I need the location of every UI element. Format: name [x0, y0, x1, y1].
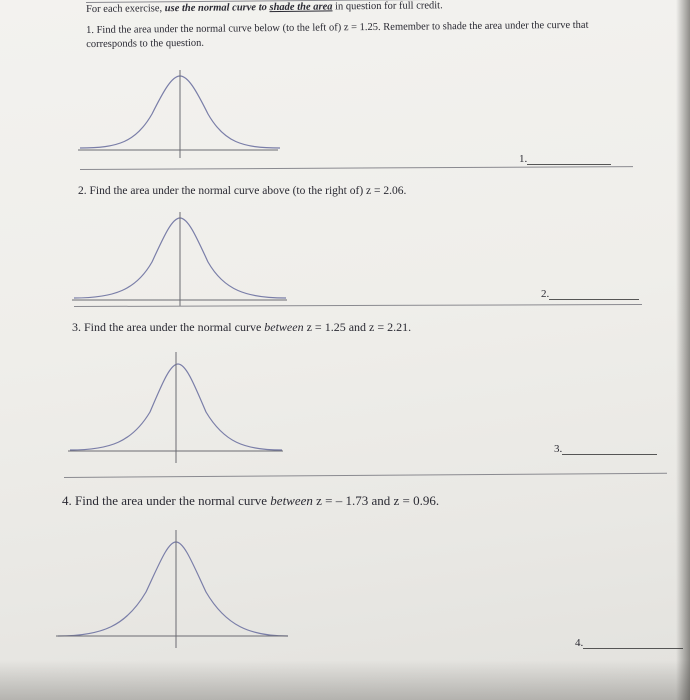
- question-4-suffix: z = – 1.73 and z = 0.96.: [312, 493, 440, 508]
- answer-1: [519, 153, 611, 165]
- answer-3-blank[interactable]: [562, 454, 657, 455]
- instructions-emphasis: use the normal curve to: [164, 2, 270, 15]
- answer-2-blank[interactable]: [549, 299, 639, 300]
- bell-curve-4: [58, 542, 288, 636]
- question-3-emphasis: between: [264, 320, 304, 334]
- divider-3: [64, 473, 667, 478]
- answer-3-label: 3.: [554, 443, 563, 455]
- question-3-text: [72, 320, 411, 335]
- question-3-suffix: z = 1.25 and z = 2.21.: [303, 320, 412, 334]
- normal-curve-1: [78, 62, 278, 162]
- instructions-suffix: in question for full credit.: [332, 0, 443, 13]
- question-4-emphasis: between: [270, 493, 313, 508]
- answer-4-blank[interactable]: [583, 648, 683, 649]
- normal-curve-4: [56, 530, 288, 650]
- bottom-shadow: [0, 660, 690, 700]
- answer-2: [541, 288, 639, 300]
- right-edge-shadow: [676, 0, 690, 700]
- question-1-text: 1. Find the area under the normal curve below (to the left of) z = 1.25. Remember to shade the area under the curve that corresponds to the question.: [86, 19, 589, 50]
- divider-1: [80, 166, 633, 170]
- answer-4: [575, 637, 683, 649]
- question-4-prefix: 4. Find the area under the normal curve: [62, 493, 271, 508]
- instructions-prefix: For each exercise,: [86, 3, 165, 15]
- answer-2-label: 2.: [541, 288, 550, 300]
- answer-3: [554, 443, 657, 455]
- answer-1-blank[interactable]: [527, 164, 611, 165]
- normal-curve-3: [68, 350, 283, 465]
- answer-1-label: 1.: [519, 153, 528, 165]
- question-2-text: 2. Find the area under the normal curve above (to the right of) z = 2.06.: [78, 185, 407, 197]
- question-3-prefix: 3. Find the area under the normal curve: [72, 320, 265, 334]
- normal-curve-2: [72, 212, 287, 307]
- question-4-text: [62, 493, 439, 509]
- instructions-underline: shade the area: [269, 1, 333, 14]
- answer-4-label: 4.: [575, 637, 584, 649]
